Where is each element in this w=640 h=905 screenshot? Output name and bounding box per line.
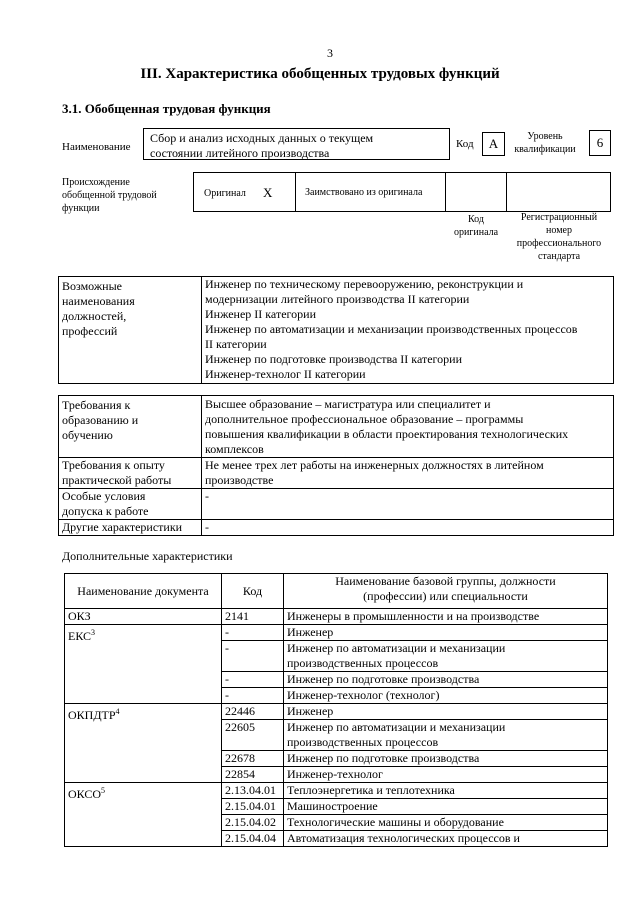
name-line: Инженер по автоматизации и механизации — [287, 641, 506, 655]
label-line: должностей, — [62, 309, 127, 323]
label-line: образованию и — [62, 413, 139, 427]
code-label: Код — [456, 138, 474, 150]
okso-name: Технологические машины и оборудование — [284, 815, 608, 831]
okso-code: 2.15.04.01 — [222, 799, 284, 815]
positions-list — [202, 277, 614, 384]
okpdtr-name: Инженер-технолог — [284, 767, 608, 783]
okso-doc — [65, 783, 222, 847]
name-label: Наименование — [62, 141, 131, 153]
divider — [506, 173, 507, 211]
education-label — [59, 396, 202, 458]
okpdtr-code: 22678 — [222, 751, 284, 767]
value-line: Высшее образование – магистратура или специалитет и — [205, 397, 491, 411]
level-label-line: Уровень — [527, 131, 563, 142]
label-line: практической работы — [62, 473, 172, 487]
footnote-mark: 3 — [91, 628, 96, 637]
additional-table — [64, 573, 608, 847]
okpdtr-code: 22446 — [222, 704, 284, 720]
section-title: III. Характеристика обобщенных трудовых функций — [140, 66, 500, 82]
caption-line: стандарта — [537, 251, 581, 262]
special-value: - — [202, 489, 614, 520]
doc-name: ЕКС — [68, 629, 92, 643]
position-line: Инженер по автоматизации и механизации производственных процессов — [205, 322, 578, 336]
eks-name — [284, 641, 608, 672]
position-line: Инженер-технолог II категории — [205, 367, 366, 381]
name-line: производственных процессов — [287, 735, 439, 749]
positions-label — [59, 277, 202, 384]
position-line: модернизации литейного производства II категории — [205, 292, 470, 306]
position-line: Инженер по техническому перевооружению, реконструкции и — [205, 277, 524, 291]
subsection-title: 3.1. Обобщенная трудовая функция — [62, 101, 271, 116]
label-line: Требования к опыту — [62, 458, 165, 472]
eks-name: Инженер по подготовке производства — [284, 672, 608, 688]
header-line: (профессии) или специальности — [363, 589, 528, 603]
okso-name: Теплоэнергетика и теплотехника — [284, 783, 608, 799]
label-line: Особые условия — [62, 489, 146, 503]
value-line: Не менее трех лет работы на инженерных должностях в литейном — [205, 458, 544, 472]
position-line: II категории — [205, 337, 267, 351]
origin-label-line: Происхождение — [62, 177, 130, 188]
okso-name: Машиностроение — [284, 799, 608, 815]
function-name-line: Сбор и анализ исходных данных о текущем — [150, 131, 374, 145]
label-line: профессий — [62, 324, 118, 338]
position-line: Инженер по подготовке производства II категории — [205, 352, 462, 366]
okpdtr-doc — [65, 704, 222, 783]
caption-line: оригинала — [453, 227, 499, 238]
origin-label-line: обобщенной трудовой — [62, 190, 157, 201]
okso-code: 2.15.04.04 — [222, 831, 284, 847]
eks-name: Инженер — [284, 625, 608, 641]
eks-code: - — [222, 672, 284, 688]
divider — [295, 173, 296, 211]
education-value — [202, 396, 614, 458]
okso-name: Автоматизация технологических процессов и — [284, 831, 608, 847]
caption-line: профессионального — [516, 238, 602, 249]
other-label: Другие характеристики — [59, 520, 202, 536]
eks-code: - — [222, 688, 284, 704]
okpdtr-name: Инженер по подготовке производства — [284, 751, 608, 767]
okz-name: Инженеры в промышленности и на производстве — [284, 609, 608, 625]
borrowed-label: Заимствовано из оригинала — [305, 187, 423, 198]
footnote-mark: 4 — [115, 707, 120, 716]
okz-doc: ОКЗ — [65, 609, 222, 625]
code-original-caption — [446, 213, 506, 239]
value-line: комплексов — [205, 442, 264, 456]
okpdtr-name — [284, 720, 608, 751]
origin-label-line: функции — [62, 203, 100, 214]
reg-number-caption — [507, 211, 611, 263]
caption-line: Регистрационный — [520, 212, 598, 223]
function-name-line: состоянии литейного производства — [150, 146, 330, 160]
special-label — [59, 489, 202, 520]
eks-code: - — [222, 625, 284, 641]
okso-code: 2.13.04.01 — [222, 783, 284, 799]
doc-name: ОКПДТР — [68, 708, 116, 722]
positions-table — [58, 276, 614, 384]
requirements-table — [58, 395, 614, 536]
origin-table — [193, 172, 611, 212]
level-value: 6 — [589, 130, 611, 156]
label-line: Требования к — [62, 398, 131, 412]
experience-label — [59, 458, 202, 489]
level-label-line: квалификации — [514, 144, 576, 155]
origin-label — [62, 176, 157, 215]
code-value: A — [482, 132, 505, 156]
okpdtr-code: 22854 — [222, 767, 284, 783]
name-line: Инженер по автоматизации и механизации — [287, 720, 506, 734]
value-line: повышения квалификации в области проектирования технологических — [205, 427, 569, 441]
divider — [445, 173, 446, 211]
level-label — [505, 130, 585, 156]
original-mark: X — [263, 185, 273, 200]
header-line: Наименование базовой группы, должности — [335, 574, 556, 588]
eks-code: - — [222, 641, 284, 672]
col-code-header: Код — [222, 574, 284, 609]
value-line: дополнительное профессиональное образование – программы — [205, 412, 524, 426]
col-name-header — [284, 574, 608, 609]
footnote-mark: 5 — [101, 786, 106, 795]
okso-code: 2.15.04.02 — [222, 815, 284, 831]
name-line: производственных процессов — [287, 656, 439, 670]
function-name-box — [143, 128, 450, 160]
caption-line: номер — [546, 225, 572, 236]
label-line: допуска к работе — [62, 504, 149, 518]
eks-name: Инженер-технолог (технолог) — [284, 688, 608, 704]
other-value: - — [202, 520, 614, 536]
position-line: Инженер II категории — [205, 307, 316, 321]
page-number: 3 — [327, 46, 333, 60]
okpdtr-code: 22605 — [222, 720, 284, 751]
caption-line: Код — [468, 214, 484, 225]
value-line: производстве — [205, 473, 274, 487]
doc-name: ОКСО — [68, 787, 102, 801]
experience-value — [202, 458, 614, 489]
label-line: наименования — [62, 294, 135, 308]
additional-title: Дополнительные характеристики — [62, 549, 233, 563]
label-line: Возможные — [62, 279, 122, 293]
okpdtr-name: Инженер — [284, 704, 608, 720]
col-doc-header: Наименование документа — [65, 574, 222, 609]
original-label: Оригинал — [204, 188, 246, 199]
okz-code: 2141 — [222, 609, 284, 625]
label-line: обучению — [62, 428, 113, 442]
eks-doc — [65, 625, 222, 704]
